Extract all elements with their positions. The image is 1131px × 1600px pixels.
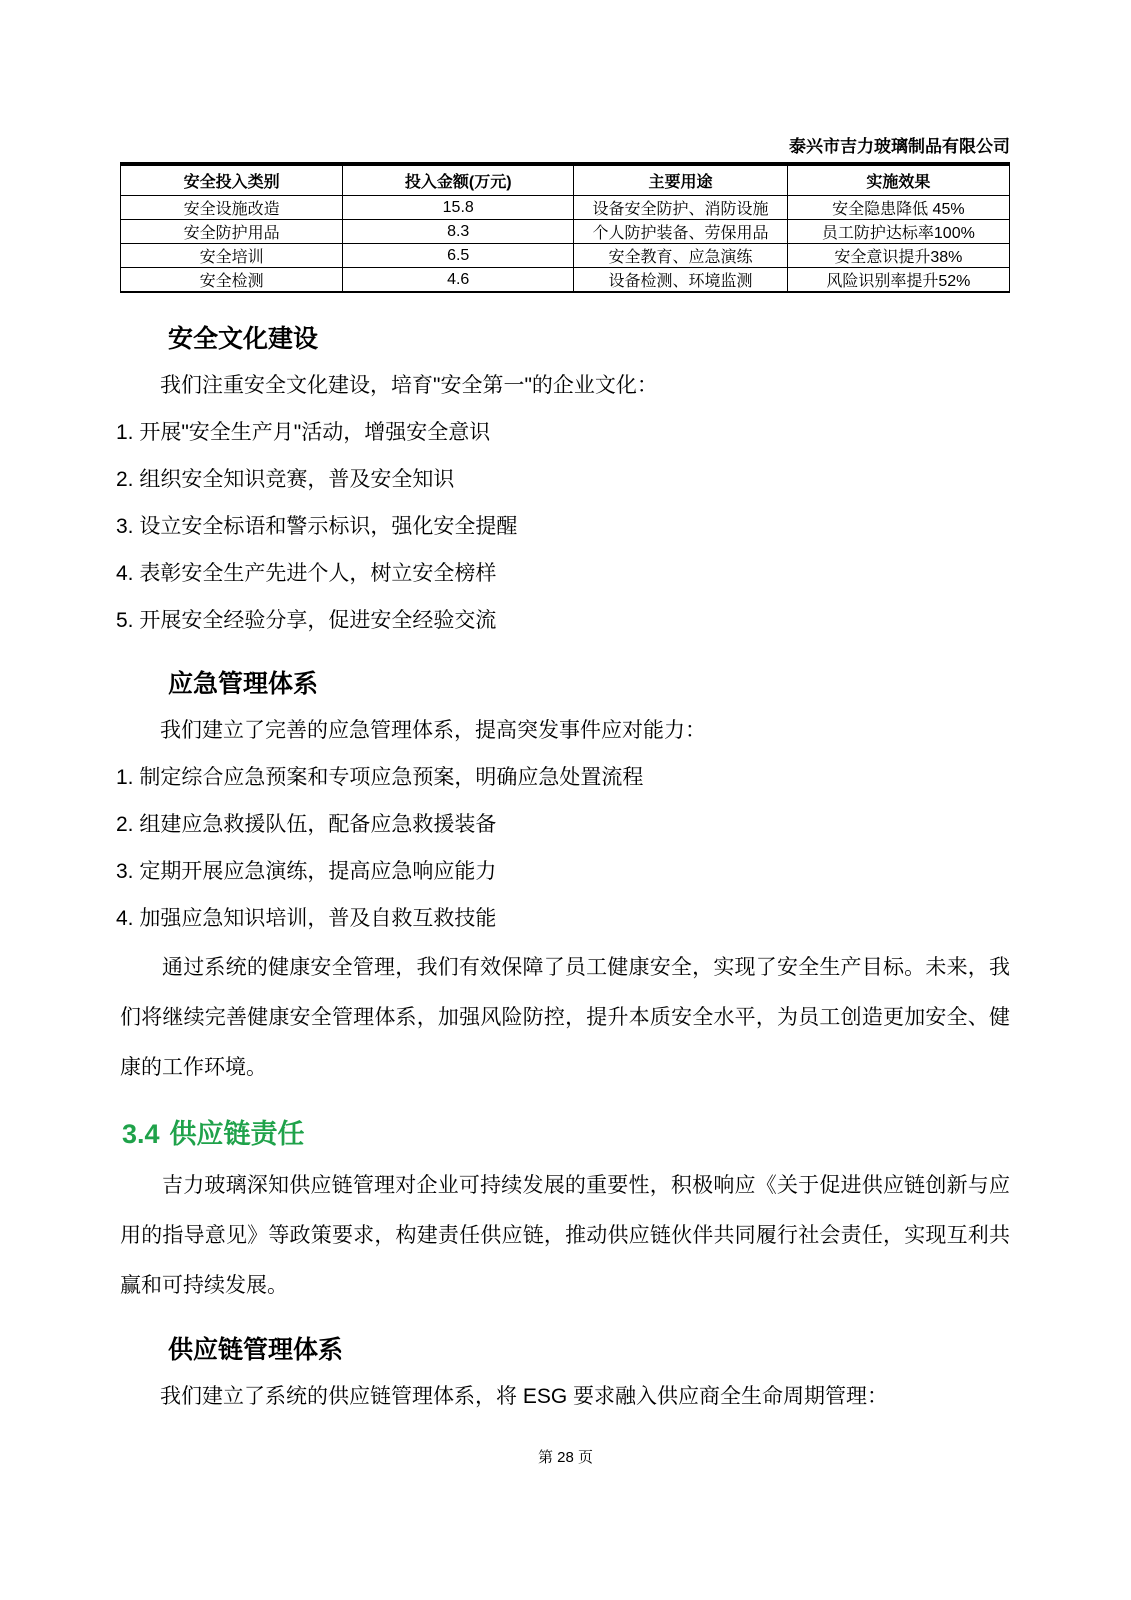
company-header: 泰兴市吉力玻璃制品有限公司 (789, 137, 1010, 156)
table-row (121, 196, 1010, 220)
cell-effect: 安全意识提升38% (787, 244, 1009, 268)
supply-chain-intro: 吉力玻璃深知供应链管理对企业可持续发展的重要性，积极响应《关于促进供应链创新与应用的指导意见》等政策要求，构建责任供应链，推动供应链伙伴共同履行社会责任，实现互利共赢和可持续发展。 (120, 1174, 1010, 1297)
column-header-usage: 主要用途 (574, 164, 788, 196)
cell-effect: 风险识别率提升52% (787, 268, 1009, 293)
safety-investment-table (120, 162, 1010, 293)
section-number: 3.4 (122, 1119, 160, 1149)
cell-amount: 8.3 (343, 220, 574, 244)
supply-chain-system-intro: 我们建立了系统的供应链管理体系，将 ESG 要求融入供应商全生命周期管理： (160, 1385, 889, 1408)
section-title-supply-chain: 供应链责任 (169, 1119, 305, 1149)
table-row (121, 268, 1010, 293)
emergency-management-intro: 我们建立了完善的应急管理体系，提高突发事件应对能力： (160, 719, 706, 742)
supply-chain-section-heading (122, 1117, 1010, 1151)
section-title-supply-chain-system: 供应链管理体系 (168, 1336, 344, 1364)
page-content (116, 0, 1010, 1411)
section-title-emergency-management: 应急管理体系 (168, 670, 319, 698)
safety-culture-list (116, 418, 1010, 635)
emergency-management-list (116, 763, 1010, 933)
cell-usage: 设备检测、环境监测 (574, 268, 788, 293)
cell-usage: 安全教育、应急演练 (574, 244, 788, 268)
list-item: 4. 加强应急知识培训，普及自救互救技能 (116, 907, 497, 930)
cell-category: 安全设施改造 (121, 196, 343, 220)
cell-effect: 安全隐患降低 45% (787, 196, 1009, 220)
list-item: 2. 组织安全知识竞赛，普及安全知识 (116, 468, 455, 491)
list-item: 2. 组建应急救援队伍，配备应急救援装备 (116, 813, 497, 836)
section-title-safety-culture: 安全文化建设 (168, 325, 319, 353)
list-item: 1. 制定综合应急预案和专项应急预案，明确应急处置流程 (116, 766, 644, 789)
list-item: 4. 表彰安全生产先进个人，树立安全榜样 (116, 562, 497, 585)
column-header-amount: 投入金额(万元) (343, 164, 574, 196)
cell-amount: 6.5 (343, 244, 574, 268)
cell-usage: 设备安全防护、消防设施 (574, 196, 788, 220)
list-item: 1. 开展"安全生产月"活动，增强安全意识 (116, 421, 491, 444)
summary-paragraph: 通过系统的健康安全管理，我们有效保障了员工健康安全，实现了安全生产目标。未来，我们将继续完善健康安全管理体系，加强风险防控，提升本质安全水平，为员工创造更加安全、健康的工作环境。 (120, 956, 1010, 1079)
column-header-category: 安全投入类别 (121, 164, 343, 196)
safety-culture-intro: 我们注重安全文化建设，培育"安全第一"的企业文化： (160, 374, 658, 397)
list-item: 3. 设立安全标语和警示标识，强化安全提醒 (116, 515, 518, 538)
cell-amount: 4.6 (343, 268, 574, 293)
cell-category: 安全检测 (121, 268, 343, 293)
page-number: 第 28 页 (537, 1449, 594, 1466)
cell-usage: 个人防护装备、劳保用品 (574, 220, 788, 244)
column-header-effect: 实施效果 (787, 164, 1009, 196)
cell-effect: 员工防护达标率100% (787, 220, 1009, 244)
list-item: 3. 定期开展应急演练，提高应急响应能力 (116, 860, 497, 883)
table-row (121, 220, 1010, 244)
table-header-row (121, 164, 1010, 196)
list-item: 5. 开展安全经验分享，促进安全经验交流 (116, 609, 497, 632)
cell-category: 安全防护用品 (121, 220, 343, 244)
cell-amount: 15.8 (343, 196, 574, 220)
cell-category: 安全培训 (121, 244, 343, 268)
table-row (121, 244, 1010, 268)
